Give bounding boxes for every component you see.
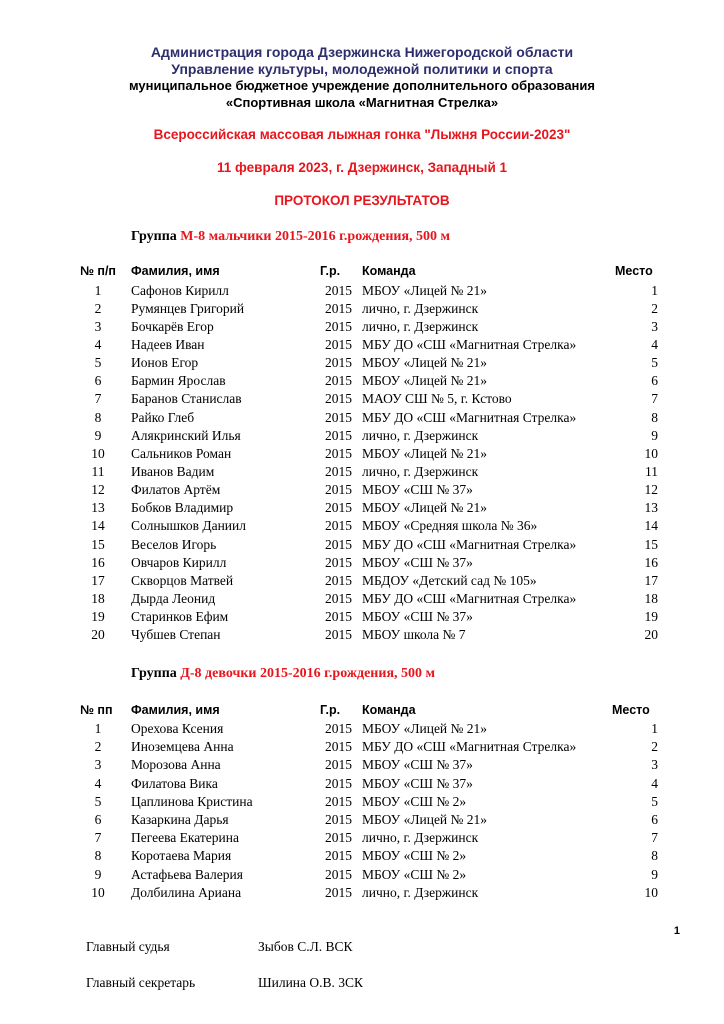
table-row: [0, 573, 724, 591]
cell-birth-year: 2015: [325, 721, 352, 736]
cell-place: 4: [651, 336, 658, 352]
column-header-year: Г.р.: [320, 703, 341, 717]
cell-place: 10: [644, 884, 658, 900]
cell-number: 8: [94, 409, 102, 425]
cell-team: МБОУ «СШ № 37»: [362, 757, 473, 773]
cell-team: МБУ ДО «СШ «Магнитная Стрелка»: [362, 536, 577, 552]
cell-name: Орехова Ксения: [131, 721, 224, 736]
column-header-year: Г.р.: [320, 264, 341, 278]
chief-secretary-name: Шилина О.В. 3СК: [258, 975, 364, 990]
table-row: [0, 518, 724, 536]
table-row: [0, 337, 724, 355]
cell-place: 18: [644, 591, 658, 607]
cell-birth-year: 2015: [325, 866, 352, 882]
cell-birth-year: 2015: [325, 554, 352, 570]
cell-number: 15: [91, 536, 105, 552]
cell-name: Аляк‌ринский Илья: [131, 427, 241, 443]
cell-number: 18: [91, 591, 105, 607]
cell-name: Казаркина Дарья: [131, 812, 229, 827]
cell-name: Филатов Артём: [131, 482, 221, 498]
cell-birth-year: 2015: [325, 445, 352, 461]
column-header-no: № п/п: [80, 264, 116, 278]
cell-birth-year: 2015: [325, 884, 352, 900]
page-number: 1: [673, 925, 680, 937]
cell-number: 6: [94, 812, 102, 827]
cell-place: 6: [651, 373, 658, 389]
cell-birth-year: 2015: [325, 355, 352, 371]
cell-number: 10: [91, 445, 105, 461]
table-row: [0, 410, 724, 428]
column-header-name: Фамилия, имя: [131, 264, 220, 278]
cell-birth-year: 2015: [325, 482, 352, 498]
cell-number: 5: [94, 355, 102, 371]
cell-place: 9: [651, 427, 658, 443]
cell-place: 17: [644, 572, 658, 588]
cell-birth-year: 2015: [325, 591, 352, 607]
cell-birth-year: 2015: [325, 739, 352, 755]
table-row: [0, 609, 724, 627]
cell-name: Старинков Ефим: [131, 609, 229, 625]
header-department: Управление культуры, молодежной политики и спорта: [171, 61, 553, 77]
cell-team: МАОУ СШ № 5, г. Кстово: [362, 391, 512, 407]
cell-number: 2: [94, 739, 102, 755]
table-row: [0, 283, 724, 301]
cell-name: Скворцов Матвей: [131, 572, 234, 588]
cell-place: 8: [651, 409, 658, 425]
cell-birth-year: 2015: [325, 500, 352, 516]
cell-number: 1: [94, 721, 102, 736]
cell-number: 4: [94, 336, 102, 352]
cell-name: Надеев Иван: [131, 336, 205, 352]
cell-team: МБОУ «Лицей № 21»: [362, 445, 488, 461]
cell-number: 20: [91, 627, 105, 643]
cell-birth-year: 2015: [325, 373, 352, 389]
table-row: [0, 867, 724, 885]
cell-number: 17: [91, 572, 105, 588]
column-header-name: Фамилия, имя: [131, 703, 220, 717]
table-row: [0, 391, 724, 409]
cell-birth-year: 2015: [325, 848, 352, 864]
cell-team: МБОУ «Лицей № 21»: [362, 812, 488, 827]
cell-name: Баранов Станислав: [131, 391, 242, 407]
cell-number: 1: [94, 282, 102, 298]
table-row: [0, 776, 724, 794]
group-title-prefix: Группа: [131, 229, 181, 244]
cell-name: Райко Глеб: [131, 409, 195, 425]
cell-place: 3: [651, 757, 658, 773]
cell-place: 9: [651, 866, 658, 882]
cell-number: 13: [91, 500, 105, 516]
cell-number: 10: [91, 884, 105, 900]
header-institution: муниципальное бюджетное учреждение дополнительного образования: [128, 78, 595, 93]
cell-place: 6: [651, 812, 658, 827]
cell-team: МБОУ «Лицей № 21»: [362, 282, 488, 298]
cell-number: 14: [91, 518, 105, 534]
table-row: [0, 301, 724, 319]
cell-birth-year: 2015: [325, 793, 352, 809]
table-row: [0, 428, 724, 446]
cell-name: Пегеева Екатерина: [131, 830, 239, 846]
cell-team: МБУ ДО «СШ «Магнитная Стрелка»: [362, 739, 577, 755]
table-row: [0, 830, 724, 848]
cell-team: МБУ ДО «СШ «Магнитная Стрелка»: [362, 336, 577, 352]
table-row: [0, 627, 724, 645]
cell-team: лично, г. Дзержинск: [362, 884, 479, 900]
cell-team: лично, г. Дзержинск: [362, 830, 479, 846]
cell-number: 11: [91, 464, 105, 479]
cell-birth-year: 2015: [325, 427, 352, 443]
column-header-place: Место: [612, 703, 650, 717]
cell-team: МБУ ДО «СШ «Магнитная Стрелка»: [362, 409, 577, 425]
cell-number: 7: [94, 391, 102, 407]
cell-team: МБОУ «Лицей № 21»: [362, 721, 488, 736]
table-row: [0, 885, 724, 903]
table-row: [0, 482, 724, 500]
chief-judge-role: Главный судья: [86, 939, 170, 954]
cell-number: 6: [94, 373, 102, 389]
cell-place: 1: [651, 721, 658, 736]
cell-birth-year: 2015: [325, 609, 352, 625]
cell-place: 7: [651, 830, 658, 846]
table-row: [0, 812, 724, 830]
cell-place: 10: [644, 445, 658, 461]
cell-place: 15: [644, 536, 658, 552]
cell-birth-year: 2015: [325, 391, 352, 407]
event-title: Всероссийская массовая лыжная гонка "Лыжня России-2023": [153, 127, 571, 142]
table-row: [0, 848, 724, 866]
cell-name: Астафьева Валерия: [131, 866, 243, 882]
table-row: [0, 319, 724, 337]
cell-place: 5: [651, 355, 658, 371]
cell-place: 5: [651, 793, 658, 809]
cell-team: МБОУ «Лицей № 21»: [362, 373, 488, 389]
table-row: [0, 373, 724, 391]
cell-team: МБУ ДО «СШ «Магнитная Стрелка»: [362, 591, 577, 607]
table-row: [0, 721, 724, 739]
column-header-place: Место: [615, 264, 653, 278]
cell-place: 3: [651, 318, 658, 334]
cell-name: Бармин Ярослав: [131, 373, 226, 389]
cell-name: Бочкарёв Егор: [131, 318, 214, 334]
cell-place: 13: [644, 500, 658, 516]
table-row: [0, 537, 724, 555]
cell-name: Овчаров Кирилл: [131, 554, 227, 570]
event-date-place: 11 февраля 2023, г. Дзержинск, Западный 1: [216, 160, 508, 175]
cell-team: МБОУ «СШ № 37»: [362, 554, 473, 570]
cell-number: 2: [94, 300, 102, 316]
cell-team: МБОУ школа № 7: [362, 627, 466, 643]
cell-team: МБДОУ «Детский сад № 105»: [362, 572, 537, 588]
cell-birth-year: 2015: [325, 464, 352, 479]
cell-number: 8: [94, 848, 102, 864]
cell-name: Сальников Роман: [131, 445, 232, 461]
cell-team: МБОУ «СШ № 37»: [362, 775, 473, 791]
cell-birth-year: 2015: [325, 812, 352, 827]
cell-place: 19: [644, 609, 658, 625]
table-row: [0, 739, 724, 757]
cell-name: Филатова Вика: [131, 775, 218, 791]
cell-birth-year: 2015: [325, 572, 352, 588]
table-row: [0, 757, 724, 775]
column-header-team: Команда: [362, 264, 416, 278]
cell-name: Ионов Егор: [131, 355, 199, 371]
cell-number: 7: [94, 830, 102, 846]
cell-place: 16: [644, 554, 658, 570]
cell-number: 9: [94, 866, 102, 882]
group-title-main: Д-8 девочки 2015-2016 г.рождения, 500 м: [180, 666, 436, 681]
cell-team: МБОУ «СШ № 37»: [362, 482, 473, 498]
table-row: [0, 500, 724, 518]
cell-birth-year: 2015: [325, 300, 352, 316]
chief-secretary-role: Главный секретарь: [86, 975, 196, 990]
cell-number: 5: [94, 793, 102, 809]
column-header-team: Команда: [362, 703, 416, 717]
table-row: [0, 464, 724, 482]
cell-team: МБОУ «СШ № 2»: [362, 848, 467, 864]
cell-place: 2: [651, 739, 658, 755]
cell-birth-year: 2015: [325, 536, 352, 552]
cell-place: 8: [651, 848, 658, 864]
table-row: [0, 446, 724, 464]
cell-number: 9: [94, 427, 102, 443]
cell-birth-year: 2015: [325, 518, 352, 534]
cell-name: Цаплинова Кристина: [131, 793, 253, 809]
cell-name: Румянцев Григорий: [131, 300, 245, 316]
cell-name: Веселов Игорь: [131, 536, 217, 552]
cell-number: 3: [94, 318, 102, 334]
cell-name: Иванов Вадим: [131, 464, 215, 479]
header-administration: Администрация города Дзержинска Нижегородской области: [150, 44, 574, 60]
table-row: [0, 355, 724, 373]
cell-place: 14: [644, 518, 658, 534]
cell-name: Долбилина Ариана: [131, 884, 242, 900]
cell-team: лично, г. Дзержинск: [362, 318, 479, 334]
group-title: [131, 229, 450, 245]
cell-number: 16: [91, 554, 105, 570]
group-title-prefix: Группа: [131, 666, 181, 681]
table-row: [0, 794, 724, 812]
table-row: [0, 591, 724, 609]
cell-birth-year: 2015: [325, 336, 352, 352]
cell-team: МБОУ «Лицей № 21»: [362, 500, 488, 516]
group-title-main: М-8 мальчики 2015-2016 г.рождения, 500 м: [180, 229, 451, 244]
cell-place: 12: [644, 482, 658, 498]
cell-birth-year: 2015: [325, 757, 352, 773]
cell-name: Дырда Леонид: [131, 591, 216, 607]
cell-team: МБОУ «СШ № 2»: [362, 866, 467, 882]
header-school: «Спортивная школа «Магнитная Стрелка»: [225, 95, 499, 110]
cell-place: 2: [651, 300, 658, 316]
cell-place: 1: [651, 282, 658, 298]
protocol-title: ПРОТОКОЛ РЕЗУЛЬТАТОВ: [274, 193, 450, 208]
cell-number: 3: [94, 757, 102, 773]
cell-name: Сафонов Кирилл: [131, 282, 229, 298]
chief-judge-name: Зыбов С.Л. ВСК: [258, 939, 353, 954]
cell-number: 19: [91, 609, 105, 625]
cell-name: Бобков Владимир: [131, 500, 234, 516]
cell-place: 20: [644, 627, 658, 643]
cell-number: 12: [91, 482, 105, 498]
cell-team: МБОУ «Средняя школа № 36»: [362, 518, 538, 534]
cell-birth-year: 2015: [325, 627, 352, 643]
cell-birth-year: 2015: [325, 282, 352, 298]
column-header-no: № пп: [80, 703, 113, 717]
cell-name: Солнышков Даниил: [131, 518, 246, 534]
group-title: [131, 666, 435, 682]
cell-number: 4: [94, 775, 102, 791]
cell-birth-year: 2015: [325, 775, 352, 791]
cell-birth-year: 2015: [325, 409, 352, 425]
cell-place: 11: [645, 464, 658, 479]
cell-team: МБОУ «Лицей № 21»: [362, 355, 488, 371]
cell-team: лично, г. Дзержинск: [362, 427, 479, 443]
cell-name: Чубшев Степан: [131, 627, 221, 643]
cell-place: 7: [651, 391, 658, 407]
cell-birth-year: 2015: [325, 830, 352, 846]
cell-place: 4: [651, 775, 658, 791]
cell-name: Иноземцева Анна: [131, 739, 234, 755]
table-row: [0, 555, 724, 573]
cell-team: МБОУ «СШ № 37»: [362, 609, 473, 625]
cell-birth-year: 2015: [325, 318, 352, 334]
cell-team: лично, г. Дзержинск: [362, 300, 479, 316]
cell-name: Морозова Анна: [131, 757, 221, 773]
cell-team: лично, г. Дзержинск: [362, 464, 479, 479]
cell-name: Коротаева Мария: [131, 848, 232, 864]
cell-team: МБОУ «СШ № 2»: [362, 793, 467, 809]
